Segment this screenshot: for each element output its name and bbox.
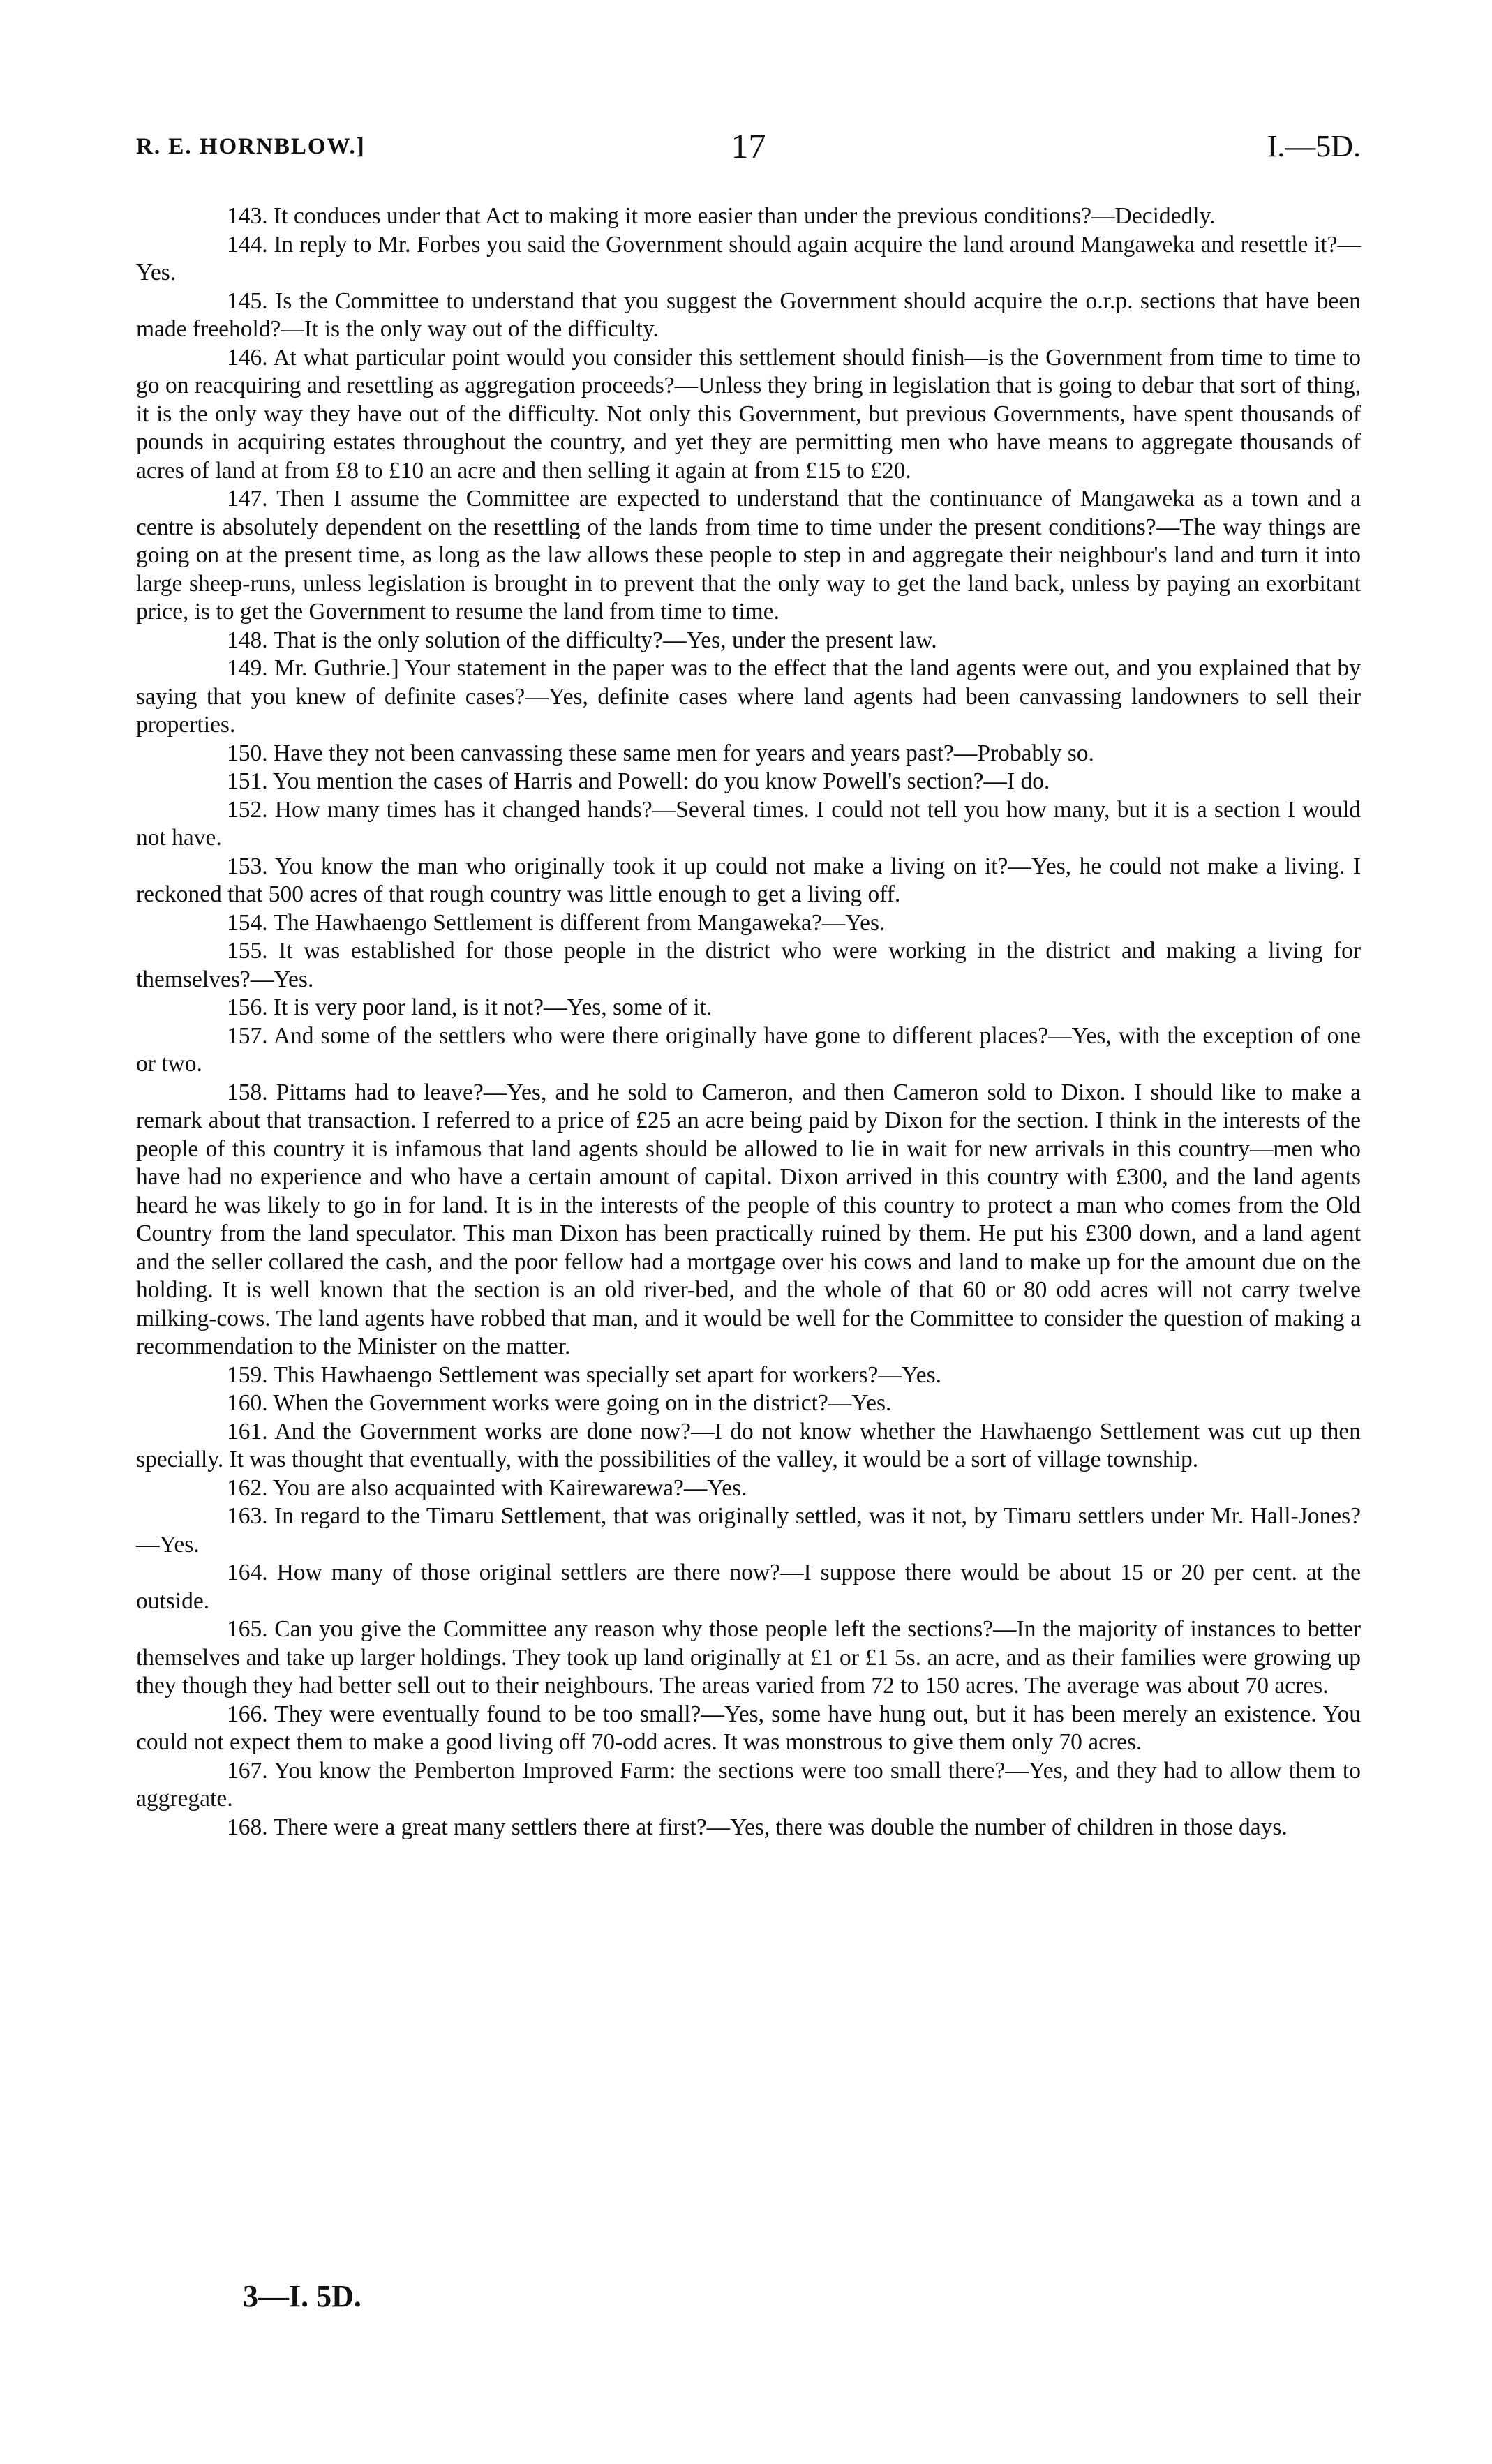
question-answer-paragraph: 157. And some of the settlers who were there originally have gone to different places?—Yes, with the exception of one or two. [136,1022,1361,1077]
question-answer-paragraph: 167. You know the Pemberton Improved Farm: the sections were too small there?—Yes, and they had to allow them to aggregate. [136,1757,1361,1812]
question-answer-paragraph: 165. Can you give the Committee any reason why those people left the sections?—In the majority of instances to better themselves and take up larger holdings. They took up land originally at £1 or £1 5s. an acre, and as their families were growing up they though they had better sell out to their neighbours. The areas varied from 72 to 150 acres. The average was about 70 acres. [136,1616,1361,1698]
question-answer-paragraph: 166. They were eventually found to be too small?—Yes, some have hung out, but it has been merely an existence. You could not expect them to make a good living off 70-odd acres. It was monstrous to give them only 70 acres. [136,1701,1361,1755]
question-answer-paragraph: 168. There were a great many settlers there at first?—Yes, there was double the number of children in those days. [227,1814,1288,1840]
question-answer-paragraph: 150. Have they not been canvassing these same men for years and years past?—Probably so. [227,740,1094,766]
question-answer-paragraph: 153. You know the man who originally took it up could not make a living on it?—Yes, he could not make a living. I reckoned that 500 acres of that rough country was little enough to get a living off. [136,853,1361,907]
document-reference: I.—5D. [1267,129,1361,163]
question-answer-paragraph: 161. And the Government works are done now?—I do not know whether the Hawhaengo Settlement was cut up then specially. It was thought that eventually, with the possibilities of the valley, it would be a sort of village township. [136,1418,1361,1472]
question-answer-paragraph: 143. It conduces under that Act to making it more easier than under the previous conditions?—Decidedly. [227,203,1216,229]
question-answer-paragraph: 164. How many of those original settlers are there now?—I suppose there would be about 15 or 20 per cent. at the outside. [136,1560,1361,1614]
question-answer-paragraph: 151. You mention the cases of Harris and Powell: do you know Powell's section?—I do. [227,768,1050,794]
question-answer-paragraph: 146. At what particular point would you consider this settlement should finish—is the Government from time to time to go on reacquiring and resettling as aggregation proceeds?—Unless they bring in legislation that is going to debar that sort of thing, it is the only way they have out of the difficulty. Not only this Government, but previous Governments, have spent thousands of pounds in acquiring estates throughout the country, and yet they are permitting men who have means to aggregate thousands of acres of land at from £8 to £10 an acre and then selling it again at from £15 to £20. [136,344,1361,484]
question-answer-paragraph: 158. Pittams had to leave?—Yes, and he sold to Cameron, and then Cameron sold to Dixon. I should like to make a remark about that transaction. I referred to a price of £25 an acre being paid by Dixon for the section. I think in the interests of the people of this country it is infamous that land agents should be allowed to lie in wait for new arrivals in this country—men who have had no experience and who have a certain amount of capital. Dixon arrived in this country with £300, and the land agents heard he was likely to go in for land. It is in the interests of the people of this country to protect a man who comes from the Old Country from the land speculator. This man Dixon has been practically ruined by them. He put his £300 down, and a land agent and the seller collared the cash, and the poor fellow had a mortgage over his cows and land to make up for the amount due on the holding. It is well known that the section is an old river-bed, and the whole of that 60 or 80 odd acres will not carry twelve milking-cows. The land agents have robbed that man, and it would be well for the Committee to consider the question of making a recommendation to the Minister on the matter. [136,1079,1361,1359]
question-answer-paragraph: 152. How many times has it changed hands?—Several times. I could not tell you how many, but it is a section I would not have. [136,796,1361,851]
evidence-text [136,202,1361,1842]
page-header [136,126,1361,181]
question-answer-paragraph: 148. That is the only solution of the difficulty?—Yes, under the present law. [227,627,937,653]
witness-name: R. E. HORNBLOW.] [136,134,366,159]
question-answer-paragraph: 163. In regard to the Timaru Settlement, that was originally settled, was it not, by Timaru settlers under Mr. Hall-Jones?—Yes. [136,1503,1361,1558]
printer-signature: 3—I. 5D. [243,2279,361,2313]
question-answer-paragraph: 154. The Hawhaengo Settlement is different from Mangaweka?—Yes. [227,909,886,936]
question-answer-paragraph: 156. It is very poor land, is it not?—Yes, some of it. [227,994,713,1020]
question-answer-paragraph: 144. In reply to Mr. Forbes you said the Government should again acquire the land around Mangaweka and resettle it?—Yes. [136,231,1361,285]
question-answer-paragraph: 160. When the Government works were going on in the district?—Yes. [227,1390,892,1416]
question-answer-paragraph: 159. This Hawhaengo Settlement was specially set apart for workers?—Yes. [227,1361,942,1388]
question-answer-paragraph: 155. It was established for those people in the district who were working in the district and making a living for themselves?—Yes. [136,938,1361,992]
question-answer-paragraph: 145. Is the Committee to understand that you suggest the Government should acquire the o.r.p. sections that have been made freehold?—It is the only way out of the difficulty. [136,288,1361,342]
question-answer-paragraph: 162. You are also acquainted with Kairewarewa?—Yes. [227,1474,747,1501]
question-answer-paragraph: 149. Mr. Guthrie.] Your statement in the paper was to the effect that the land agents were out, and you explained that by saying that you knew of definite cases?—Yes, definite cases where land agents had been canvassing landowners to sell their properties. [136,655,1361,738]
page-number: 17 [731,126,766,165]
question-answer-paragraph: 147. Then I assume the Committee are expected to understand that the continuance of Mangaweka as a town and a centre is absolutely dependent on the resettling of the lands from time to time under the present conditions?—The way things are going on at the present time, as long as the law allows these people to step in and aggregate their neighbour's land and turn it into large sheep-runs, unless legislation is brought in to prevent that the only way to get the land back, unless by paying an exorbitant price, is to get the Government to resume the land from time to time. [136,486,1361,625]
